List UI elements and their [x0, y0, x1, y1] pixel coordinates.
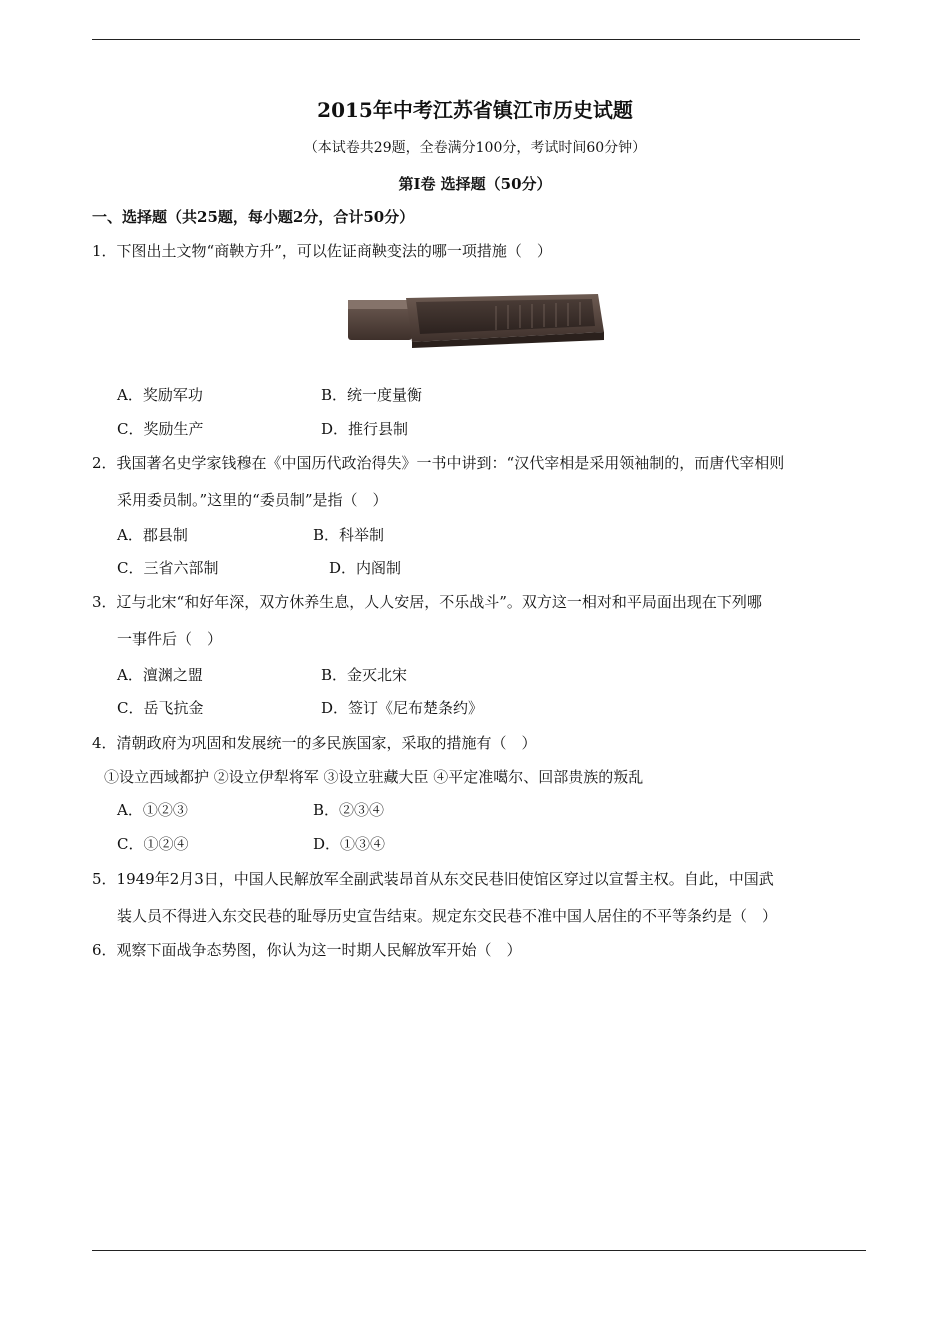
- question-5-stem-line-1: 5．1949年2月3日，中国人民解放军全副武装昂首从东交民巷旧使馆区穿过以宣誓主权。自此，中国武: [92, 870, 774, 888]
- volume-heading: 第I卷 选择题（50分）: [398, 175, 552, 193]
- question-2-option-a: A．郡县制: [117, 526, 188, 544]
- question-3-stem-line-2: 一事件后（ ）: [117, 630, 223, 648]
- question-1-stem: 1．下图出土文物“商鞅方升”，可以佐证商鞅变法的哪一项措施（ ）: [92, 242, 552, 260]
- question-4-option-b: B．②③④: [313, 801, 385, 819]
- question-1-option-d: D．推行县制: [321, 420, 409, 438]
- question-3-option-b: B．金灭北宋: [321, 666, 408, 684]
- question-3-option-a: A．澶渊之盟: [117, 666, 203, 684]
- question-4-option-c: C．①②④: [117, 835, 189, 853]
- question-4-stem: 4．清朝政府为巩固和发展统一的多民族国家，采取的措施有（ ）: [92, 734, 537, 752]
- question-6-stem: 6．观察下面战争态势图，你认为这一时期人民解放军开始（ ）: [92, 941, 522, 959]
- question-3-option-d: D．签订《尼布楚条约》: [321, 699, 484, 717]
- question-4-option-a: A．①②③: [117, 801, 188, 819]
- question-3-option-c: C．岳飞抗金: [117, 699, 204, 717]
- question-2-option-c: C．三省六部制: [117, 559, 219, 577]
- footer-rule: [92, 1250, 866, 1251]
- header-rule: [92, 39, 860, 40]
- exam-title: 2015年中考江苏省镇江市历史试题: [317, 98, 633, 122]
- question-5-stem-line-2: 装人员不得进入东交民巷的耻辱历史宣告结束。规定东交民巷不准中国人居住的不平等条约是（ ）: [117, 907, 778, 925]
- question-2-stem-line-2: 采用委员制。”这里的“委员制”是指（ ）: [117, 491, 388, 509]
- question-1-option-c: C．奖励生产: [117, 420, 204, 438]
- question-1-option-b: B．统一度量衡: [321, 386, 423, 404]
- question-2-option-d: D．内阁制: [329, 559, 402, 577]
- question-4-items: ①设立西域都护 ②设立伊犁将军 ③设立驻藏大臣 ④平定准噶尔、回部贵族的叛乱: [104, 768, 644, 786]
- exam-subtitle: （本试卷共29题，全卷满分100分，考试时间60分钟）: [303, 140, 647, 156]
- question-2-stem-line-1: 2．我国著名史学家钱穆在《中国历代政治得失》一书中讲到：“汉代宰相是采用领袖制的，而唐代宰相则: [92, 454, 785, 472]
- question-4-option-d: D．①③④: [313, 835, 386, 853]
- question-3-stem-line-1: 3．辽与北宋“和好年深，双方休养生息，人人安居，不乐战斗”。双方这一相对和平局面出现在下列哪: [92, 593, 762, 611]
- shang-yang-square-sheng-image: [346, 292, 606, 350]
- section-heading: 一、选择题（共25题，每小题2分，合计50分）: [92, 208, 415, 226]
- question-1-option-a: A．奖励军功: [117, 386, 203, 404]
- question-2-option-b: B．科举制: [313, 526, 385, 544]
